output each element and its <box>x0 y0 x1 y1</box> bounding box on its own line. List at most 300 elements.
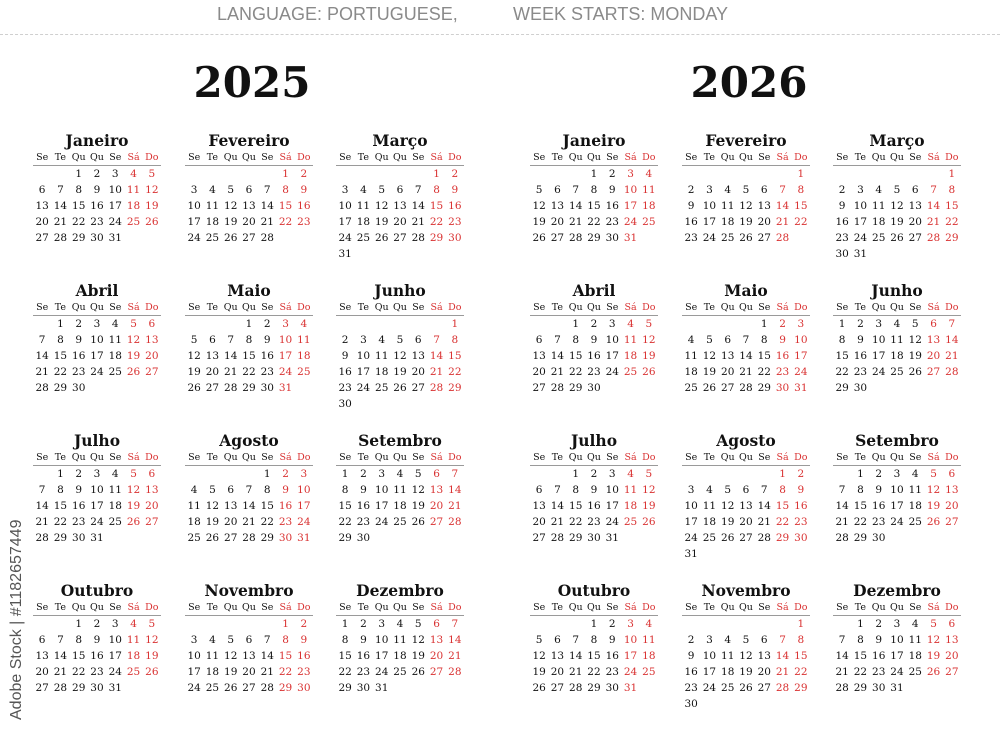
day-cell: 14 <box>448 484 462 496</box>
day-cell: 3 <box>857 184 864 196</box>
day-cell: 20 <box>532 516 546 528</box>
weekday-label: Te <box>551 452 564 463</box>
weekday-label: Qu <box>587 452 601 463</box>
month-name: Dezembro <box>853 581 941 600</box>
day-cell: 20 <box>35 216 49 228</box>
weekday-label: Sá <box>279 602 292 613</box>
day-cell: 7 <box>414 184 422 196</box>
day-cell: 26 <box>532 682 546 694</box>
day-cell: 22 <box>338 666 352 678</box>
week-row <box>185 316 313 332</box>
day-cell: 31 <box>278 382 293 394</box>
weekday-label: Qu <box>720 302 735 313</box>
day-cell: 5 <box>130 468 137 480</box>
day-cell: 24 <box>890 666 904 678</box>
weekday-label: Se <box>109 452 122 463</box>
weekday-label: Sá <box>127 452 140 463</box>
day-cell: 21 <box>757 516 771 528</box>
day-cell: 13 <box>224 500 238 512</box>
weekday-label: Se <box>685 602 698 613</box>
day-cell: 11 <box>205 200 220 212</box>
week-row <box>833 466 961 482</box>
week-row <box>185 198 313 214</box>
day-cell: 23 <box>835 232 849 244</box>
day-cell: 18 <box>375 366 389 378</box>
day-cell: 8 <box>451 334 459 346</box>
weekday-label: Qu <box>739 602 753 613</box>
day-cell: 22 <box>853 516 868 528</box>
month-block <box>530 431 658 546</box>
day-cell: 8 <box>797 634 805 646</box>
empty-cell <box>924 680 942 696</box>
day-cell: 24 <box>605 366 619 378</box>
weekday-label: Sá <box>927 152 940 163</box>
day-cell: 1 <box>572 468 580 480</box>
day-cell: 30 <box>835 248 849 260</box>
weekday-label: Sá <box>776 452 789 463</box>
day-cell: 4 <box>724 634 732 646</box>
day-cell: 6 <box>396 184 404 196</box>
month-block <box>682 131 810 246</box>
year-title-2026: 2026 <box>690 58 808 107</box>
week-row <box>530 348 658 364</box>
day-cell: 20 <box>945 650 959 662</box>
empty-cell <box>943 530 961 546</box>
day-cell: 6 <box>414 334 422 346</box>
day-cell: 2 <box>838 184 846 196</box>
day-cell: 25 <box>684 382 698 394</box>
day-cell: 17 <box>794 350 808 362</box>
day-cell: 7 <box>245 484 253 496</box>
day-cell: 7 <box>263 184 271 196</box>
day-cell: 11 <box>356 200 371 212</box>
empty-cell <box>33 166 51 182</box>
day-cell: 15 <box>53 350 68 362</box>
weekday-label: Se <box>412 452 425 463</box>
day-cell: 7 <box>930 184 937 196</box>
day-cell: 20 <box>945 500 959 512</box>
day-cell: 15 <box>794 650 808 662</box>
day-cell: 8 <box>282 634 289 646</box>
day-cell: 9 <box>875 484 883 496</box>
week-row <box>185 380 313 396</box>
week-row <box>833 182 961 198</box>
day-cell: 14 <box>835 500 849 512</box>
day-cell: 25 <box>642 216 656 228</box>
day-cell: 25 <box>205 232 220 244</box>
week-row <box>185 616 313 632</box>
week-row <box>33 632 161 648</box>
weekday-header <box>185 451 313 466</box>
weekday-label: Se <box>758 452 771 463</box>
weekday-label: Do <box>297 302 311 313</box>
day-cell: 26 <box>205 532 220 544</box>
weekday-header <box>530 151 658 166</box>
day-cell: 27 <box>550 232 565 244</box>
day-cell: 16 <box>835 216 849 228</box>
empty-cell <box>446 246 464 262</box>
day-cell: 17 <box>356 366 371 378</box>
day-cell: 17 <box>338 216 352 228</box>
day-cell: 21 <box>429 366 444 378</box>
week-row <box>530 230 658 246</box>
day-cell: 22 <box>72 216 86 228</box>
weekday-label: Sá <box>127 152 140 163</box>
month-name: Dezembro <box>356 581 444 600</box>
day-cell: 30 <box>356 532 371 544</box>
empty-cell <box>373 396 391 412</box>
day-cell: 17 <box>108 650 122 662</box>
weekday-label: Do <box>794 452 808 463</box>
day-cell: 10 <box>605 484 619 496</box>
day-cell: 24 <box>605 516 619 528</box>
day-cell: 6 <box>742 484 750 496</box>
day-cell: 11 <box>393 634 407 646</box>
week-row <box>682 482 810 498</box>
weekday-label: Qu <box>90 302 104 313</box>
weekday-label: Se <box>339 302 352 313</box>
day-cell: 21 <box>411 216 425 228</box>
day-cell: 8 <box>75 184 83 196</box>
day-cell: 16 <box>872 500 886 512</box>
day-cell: 10 <box>794 334 808 346</box>
day-cell: 8 <box>341 634 349 646</box>
weekday-label: Qu <box>568 152 583 163</box>
day-cell: 16 <box>297 200 311 212</box>
day-cell: 21 <box>550 366 565 378</box>
empty-cell <box>833 466 851 482</box>
weekday-label: Se <box>836 152 849 163</box>
month-block <box>33 281 161 396</box>
empty-cell <box>106 530 124 546</box>
empty-cell <box>258 166 276 182</box>
day-cell: 16 <box>278 500 293 512</box>
month-name: Abril <box>572 281 616 300</box>
day-cell: 15 <box>429 200 444 212</box>
day-cell: 21 <box>224 366 238 378</box>
day-cell: 6 <box>535 484 543 496</box>
empty-cell <box>755 616 773 632</box>
day-cell: 3 <box>378 618 386 630</box>
day-cell: 12 <box>532 650 546 662</box>
empty-cell <box>888 166 906 182</box>
weekday-header <box>682 451 810 466</box>
empty-cell <box>773 616 791 632</box>
day-cell: 29 <box>587 682 601 694</box>
day-cell: 24 <box>375 666 389 678</box>
day-cell: 29 <box>338 682 352 694</box>
month-block <box>833 131 961 262</box>
day-cell: 21 <box>53 216 68 228</box>
week-row <box>682 680 810 696</box>
empty-cell <box>258 616 276 632</box>
week-row <box>336 482 464 498</box>
day-cell: 9 <box>282 484 289 496</box>
day-cell: 6 <box>38 184 46 196</box>
week-row <box>530 648 658 664</box>
week-row <box>530 514 658 530</box>
day-cell: 24 <box>702 682 717 694</box>
day-cell: 25 <box>721 682 735 694</box>
day-cell: 18 <box>126 200 141 212</box>
day-cell: 8 <box>263 484 271 496</box>
day-cell: 10 <box>623 184 638 196</box>
weekday-label: Se <box>36 602 49 613</box>
empty-cell <box>373 246 391 262</box>
day-cell: 16 <box>356 500 371 512</box>
empty-cell <box>427 680 445 696</box>
day-cell: 12 <box>926 634 941 646</box>
day-cell: 30 <box>297 682 311 694</box>
empty-cell <box>530 616 548 632</box>
weekday-label: Te <box>206 602 219 613</box>
weekday-label: Qu <box>223 302 238 313</box>
weekday-label: Se <box>261 152 274 163</box>
day-cell: 25 <box>205 682 220 694</box>
empty-cell <box>409 246 427 262</box>
day-cell: 17 <box>278 350 293 362</box>
day-cell: 6 <box>930 318 937 330</box>
empty-cell <box>906 530 924 546</box>
day-cell: 21 <box>448 650 462 662</box>
day-cell: 2 <box>300 618 308 630</box>
day-cell: 12 <box>411 634 425 646</box>
week-row <box>530 182 658 198</box>
weekday-header <box>33 301 161 316</box>
day-cell: 4 <box>111 318 119 330</box>
weekday-label: Se <box>758 152 771 163</box>
day-cell: 8 <box>341 484 349 496</box>
day-cell: 28 <box>411 232 425 244</box>
day-cell: 11 <box>702 500 717 512</box>
weekday-label: Se <box>109 602 122 613</box>
day-cell: 19 <box>532 216 546 228</box>
day-cell: 12 <box>926 484 941 496</box>
weekday-label: Qu <box>393 152 407 163</box>
day-cell: 28 <box>775 232 790 244</box>
week-row <box>833 364 961 380</box>
day-cell: 6 <box>227 484 235 496</box>
day-cell: 12 <box>739 650 753 662</box>
day-cell: 19 <box>126 350 141 362</box>
weekday-label: Se <box>188 602 201 613</box>
day-cell: 15 <box>338 650 352 662</box>
empty-cell <box>682 316 700 332</box>
day-cell: 8 <box>282 184 289 196</box>
empty-cell <box>682 616 700 632</box>
day-cell: 29 <box>835 382 849 394</box>
weekday-label: Se <box>606 302 619 313</box>
empty-cell <box>719 616 737 632</box>
day-cell: 5 <box>414 618 422 630</box>
day-cell: 3 <box>111 168 119 180</box>
week-row <box>33 466 161 482</box>
day-cell: 24 <box>872 366 886 378</box>
day-cell: 31 <box>623 682 638 694</box>
day-cell: 22 <box>853 666 868 678</box>
weekday-label: Te <box>703 302 716 313</box>
weekday-label: Se <box>533 602 546 613</box>
empty-cell <box>548 466 566 482</box>
day-cell: 18 <box>721 216 735 228</box>
day-cell: 12 <box>145 634 159 646</box>
day-cell: 14 <box>429 350 444 362</box>
day-cell: 19 <box>908 350 922 362</box>
day-cell: 30 <box>684 698 698 710</box>
day-cell: 7 <box>742 334 750 346</box>
day-cell: 23 <box>775 366 790 378</box>
day-cell: 10 <box>684 500 698 512</box>
day-cell: 19 <box>739 666 753 678</box>
day-cell: 24 <box>90 516 104 528</box>
weekday-label: Se <box>109 152 122 163</box>
day-cell: 29 <box>260 532 274 544</box>
day-cell: 14 <box>739 350 753 362</box>
day-cell: 19 <box>890 216 904 228</box>
empty-cell <box>240 166 258 182</box>
weekday-label: Se <box>685 152 698 163</box>
empty-cell <box>33 466 51 482</box>
weekday-label: Qu <box>393 452 407 463</box>
day-cell: 14 <box>835 650 849 662</box>
month-block <box>682 431 810 562</box>
day-cell: 12 <box>721 500 735 512</box>
day-cell: 4 <box>396 468 404 480</box>
day-cell: 16 <box>90 650 104 662</box>
day-cell: 24 <box>278 366 293 378</box>
week-row <box>833 332 961 348</box>
day-cell: 4 <box>209 184 216 196</box>
weekday-label: Te <box>206 152 219 163</box>
day-cell: 20 <box>411 366 425 378</box>
empty-cell <box>51 166 69 182</box>
day-cell: 12 <box>224 650 238 662</box>
week-start-label: WEEK STARTS: MONDAY <box>513 4 729 24</box>
week-row <box>185 364 313 380</box>
day-cell: 29 <box>757 382 771 394</box>
day-cell: 11 <box>872 200 886 212</box>
day-cell: 12 <box>642 334 656 346</box>
week-row <box>33 482 161 498</box>
day-cell: 21 <box>569 216 583 228</box>
day-cell: 31 <box>623 232 638 244</box>
day-cell: 25 <box>393 666 407 678</box>
day-cell: 20 <box>242 666 256 678</box>
day-cell: 13 <box>532 350 546 362</box>
weekday-label: Qu <box>890 452 904 463</box>
week-row <box>530 364 658 380</box>
day-cell: 21 <box>260 216 274 228</box>
day-cell: 18 <box>187 516 201 528</box>
day-cell: 20 <box>242 216 256 228</box>
day-cell: 16 <box>853 350 868 362</box>
day-cell: 16 <box>90 200 104 212</box>
day-cell: 6 <box>911 184 919 196</box>
day-cell: 4 <box>645 618 653 630</box>
week-row <box>682 664 810 680</box>
day-cell: 5 <box>930 468 937 480</box>
weekday-label: Te <box>551 302 564 313</box>
day-cell: 9 <box>779 334 786 346</box>
weekday-label: Qu <box>890 302 904 313</box>
month-block <box>33 131 161 246</box>
day-cell: 23 <box>587 366 601 378</box>
week-row <box>530 482 658 498</box>
day-cell: 3 <box>190 634 198 646</box>
week-row <box>833 530 961 546</box>
weekday-label: Qu <box>890 602 904 613</box>
weekday-label: Qu <box>871 602 886 613</box>
day-cell: 2 <box>75 468 83 480</box>
day-cell: 10 <box>890 634 904 646</box>
day-cell: 15 <box>853 650 868 662</box>
week-row <box>33 514 161 530</box>
empty-cell <box>621 380 639 396</box>
day-cell: 7 <box>57 634 64 646</box>
day-cell: 9 <box>263 334 271 346</box>
day-cell: 1 <box>590 618 598 630</box>
day-cell: 23 <box>853 366 868 378</box>
empty-cell <box>755 696 773 712</box>
day-cell: 5 <box>742 634 750 646</box>
day-cell: 28 <box>35 532 49 544</box>
day-cell: 14 <box>775 650 790 662</box>
day-cell: 4 <box>627 468 634 480</box>
day-cell: 22 <box>260 516 274 528</box>
day-cell: 24 <box>853 232 868 244</box>
day-cell: 20 <box>757 216 771 228</box>
day-cell: 5 <box>706 334 713 346</box>
day-cell: 1 <box>590 168 598 180</box>
weekday-label: Se <box>606 602 619 613</box>
day-cell: 3 <box>93 318 101 330</box>
month-name: Novembro <box>701 581 791 600</box>
day-cell: 23 <box>794 516 808 528</box>
week-row <box>682 316 810 332</box>
day-cell: 8 <box>838 334 846 346</box>
day-cell: 21 <box>35 516 49 528</box>
weekday-label: Qu <box>223 602 238 613</box>
week-row <box>530 616 658 632</box>
week-row <box>185 214 313 230</box>
week-row <box>833 498 961 514</box>
week-row <box>682 514 810 530</box>
day-cell: 27 <box>145 366 159 378</box>
week-row <box>833 198 961 214</box>
weekday-label: Te <box>357 602 370 613</box>
weekday-label: Sá <box>279 302 292 313</box>
weekday-label: Qu <box>71 602 86 613</box>
week-row <box>185 348 313 364</box>
day-cell: 7 <box>779 184 786 196</box>
day-cell: 22 <box>53 366 68 378</box>
day-cell: 23 <box>90 216 104 228</box>
day-cell: 8 <box>857 484 864 496</box>
weekday-label: Sá <box>776 302 789 313</box>
day-cell: 23 <box>872 666 886 678</box>
weekday-label: Do <box>448 452 462 463</box>
day-cell: 9 <box>75 484 83 496</box>
day-cell: 10 <box>278 334 293 346</box>
day-cell: 25 <box>126 216 141 228</box>
day-cell: 29 <box>448 382 462 394</box>
day-cell: 9 <box>75 334 83 346</box>
week-row <box>33 198 161 214</box>
day-cell: 5 <box>930 618 937 630</box>
day-cell: 19 <box>224 216 238 228</box>
day-cell: 25 <box>187 532 201 544</box>
empty-cell <box>682 166 700 182</box>
